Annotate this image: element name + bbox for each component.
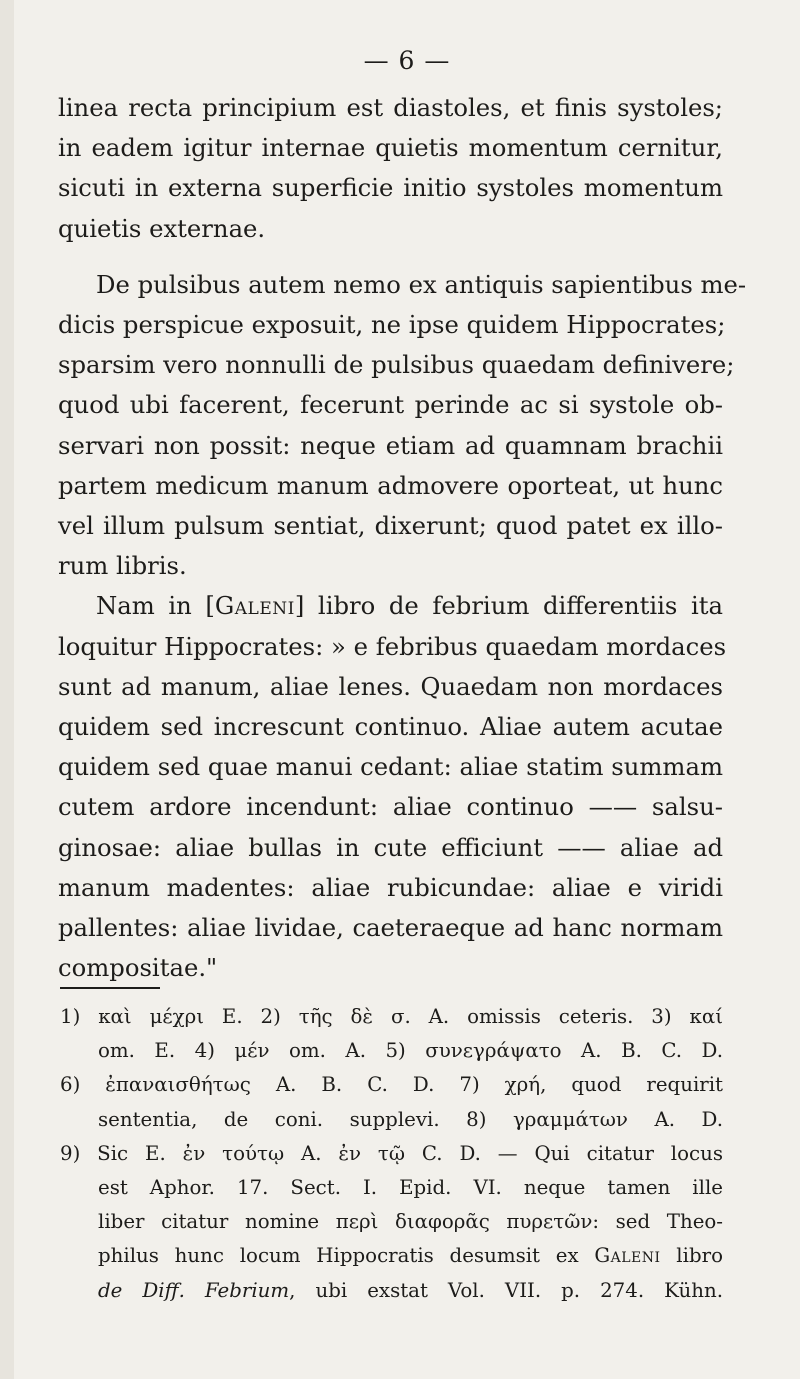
text-line: vel illum pulsum sentiat, dixerunt; quod patet ex illo- bbox=[58, 511, 723, 541]
text-line: ginosae: aliae bullas in cute efficiunt —— aliae ad bbox=[58, 832, 723, 862]
main-text bbox=[58, 88, 747, 988]
text-line: sicuti in externa superficie initio systoles momentum bbox=[58, 173, 723, 203]
paragraph-1 bbox=[58, 88, 723, 249]
text-fragment: Nam in [ bbox=[96, 591, 215, 621]
footnote-line: 6) ἐπαναισθήτως A. B. C. D. 7) χρή, quod requirit bbox=[60, 1073, 723, 1097]
footnote-line: est Aphor. 17. Sect. I. Epid. VI. neque tamen ille bbox=[98, 1176, 723, 1200]
footnote-line: liber citatur nomine περὶ διαφορᾶς πυρετῶν: sed Theo- bbox=[98, 1210, 723, 1234]
text-fragment: ] libro de febrium differentiis ita bbox=[294, 591, 723, 621]
footnote-line: 9) Sic E. ἐν τούτῳ A. ἐν τῷ C. D. — Qui citatur locus bbox=[60, 1141, 723, 1165]
footnote-divider bbox=[60, 987, 160, 989]
text-line: quod ubi facerent, fecerunt perinde ac si systole ob- bbox=[58, 390, 723, 420]
footnote-line: sententia, de coni. supplevi. 8) γραμμάτων A. D. bbox=[98, 1107, 723, 1131]
text-line: quidem sed quae manui cedant: aliae statim summam bbox=[58, 752, 723, 782]
author-name: Galeni bbox=[214, 591, 295, 621]
text-line: partem medicum manum admovere oporteat, ut hunc bbox=[58, 470, 723, 500]
page-number: — 6 — bbox=[363, 46, 451, 75]
text-fragment: , ubi exstat Vol. VII. p. 274. Kühn. bbox=[289, 1278, 723, 1302]
paragraph-2 bbox=[58, 265, 747, 587]
paragraph-3 bbox=[58, 586, 727, 988]
text-line bbox=[58, 586, 723, 626]
footnote-line bbox=[60, 1239, 723, 1273]
footnote-line: 1) καὶ μέχρι E. 2) τῆς δὲ σ. A. omissis ceteris. 3) καί bbox=[60, 1005, 723, 1028]
text-line: rum libris. bbox=[58, 551, 187, 581]
text-line: compositae." bbox=[58, 953, 218, 983]
text-line: servari non possit: neque etiam ad quamnam brachii bbox=[58, 430, 723, 460]
text-line: dicis perspicue exposuit, ne ipse quidem Hippocrates; bbox=[58, 310, 726, 340]
text-line: quietis externae. bbox=[58, 213, 266, 243]
text-line: loquitur Hippocrates: » e febribus quaedam mordaces bbox=[58, 631, 727, 661]
text-line: De pulsibus autem nemo ex antiquis sapientibus me- bbox=[96, 269, 747, 299]
text-line: cutem ardore incendunt: aliae continuo —— salsu- bbox=[58, 792, 723, 822]
book-page bbox=[14, 0, 800, 1379]
footnotes bbox=[60, 1000, 723, 1308]
text-line: in eadem igitur internae quietis momentum cernitur, bbox=[58, 133, 723, 163]
author-name: Galeni bbox=[594, 1244, 661, 1268]
footnote-line bbox=[60, 1274, 723, 1308]
text-line: quidem sed increscunt continuo. Aliae autem acutae bbox=[58, 712, 723, 742]
text-line: sunt ad manum, aliae lenes. Quaedam non mordaces bbox=[58, 671, 723, 701]
text-line: sparsim vero nonnulli de pulsibus quaedam definivere; bbox=[58, 350, 735, 380]
footnote-line: om. E. 4) μέν om. A. 5) συνεγράψατο A. B. C. D. bbox=[98, 1039, 723, 1063]
text-line: linea recta principium est diastoles, et finis systoles; bbox=[58, 93, 723, 122]
text-line: manum madentes: aliae rubicundae: aliae e viridi bbox=[58, 872, 723, 902]
text-fragment: libro bbox=[676, 1244, 723, 1268]
text-fragment: philus hunc locum Hippocratis desumsit ex bbox=[98, 1244, 579, 1268]
book-title: de Diff. Febrium bbox=[98, 1278, 290, 1302]
text-line: pallentes: aliae lividae, caeteraeque ad hanc normam bbox=[58, 913, 723, 943]
